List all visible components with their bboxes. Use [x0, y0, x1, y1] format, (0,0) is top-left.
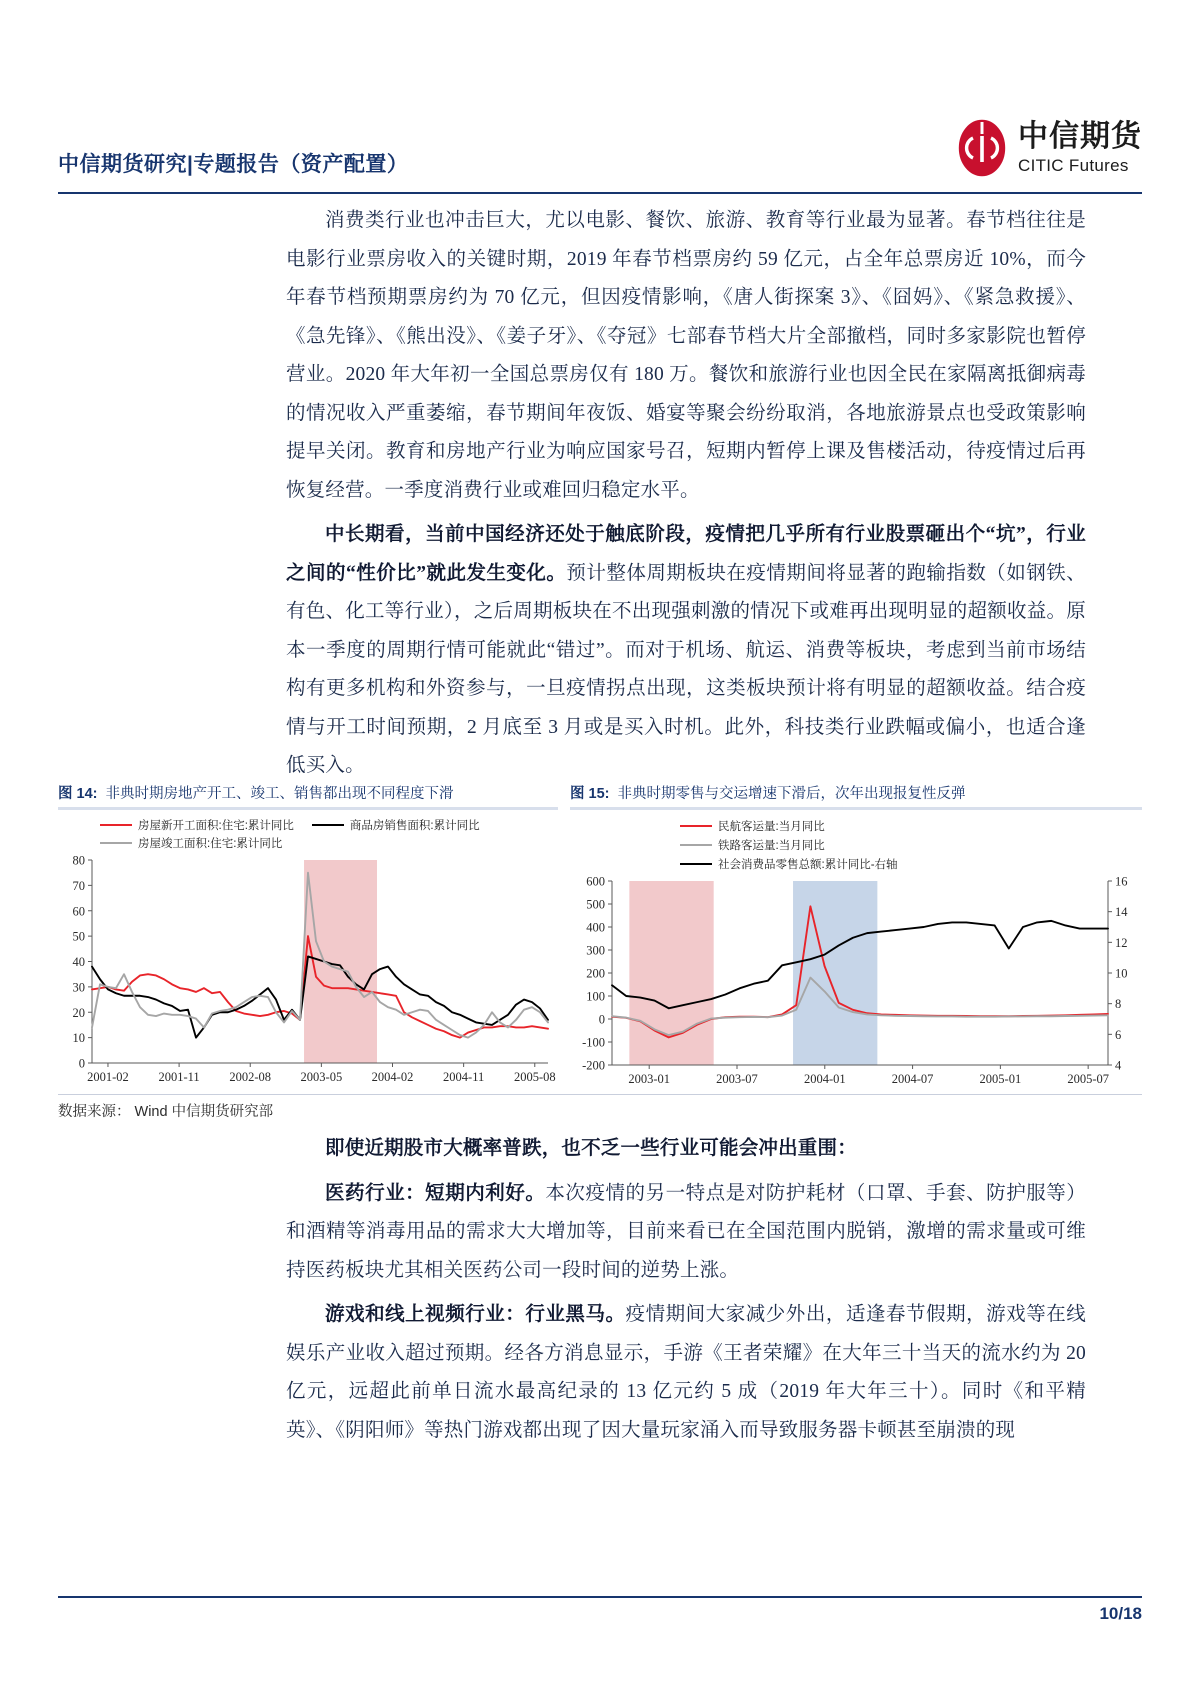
svg-text:40: 40 [72, 955, 85, 969]
logo-wordmark [1018, 122, 1142, 174]
legend-row-rail [680, 835, 1142, 854]
legend-label-sales: 商品房销售面积:累计同比 [349, 820, 480, 832]
svg-text:500: 500 [586, 897, 605, 912]
figure-14-legend [100, 816, 558, 852]
svg-text:8: 8 [1115, 997, 1122, 1012]
svg-text:50: 50 [72, 929, 85, 944]
figure-15-title [570, 782, 1142, 804]
figure-14-rule [58, 807, 558, 810]
legend-swatch-black-icon [680, 863, 712, 865]
citic-logo-icon [956, 118, 1008, 178]
svg-text:2004-02: 2004-02 [371, 1070, 414, 1084]
svg-text:2005-08: 2005-08 [513, 1070, 556, 1084]
legend-swatch-black-icon [312, 824, 344, 826]
svg-text:20: 20 [72, 1005, 85, 1020]
svg-text:300: 300 [586, 943, 605, 958]
svg-text:200: 200 [586, 966, 605, 981]
figure-14-plot [58, 852, 558, 1087]
figure-15-caption: 非典时期零售与交运增速下滑后，次年出现报复性反弹 [617, 786, 966, 802]
svg-text:2005-01: 2005-01 [979, 1072, 1022, 1086]
svg-text:30: 30 [72, 980, 85, 995]
paragraph-midterm-bold: 中长期看，当前中国经济还处于触底阶段，疫情把几乎所有行业股票砸出个“坑”，行业之间的“性价比”就此发生变化。 [286, 524, 1086, 584]
figure-15-number: 图 15: [570, 786, 610, 802]
legend-item-sales [312, 817, 480, 833]
citic-futures-logo [956, 118, 1142, 178]
svg-text:0: 0 [598, 1012, 605, 1027]
svg-text:4: 4 [1115, 1058, 1122, 1073]
svg-text:70: 70 [72, 878, 85, 893]
figure-15-plot [570, 873, 1142, 1089]
legend-row-retail [680, 854, 1142, 873]
legend-swatch-red-icon [680, 825, 712, 827]
paragraph-pharma-bold: 医药行业：短期内利好。 [325, 1182, 546, 1204]
legend-label-completion: 房屋竣工面积:住宅:累计同比 [138, 838, 283, 850]
paragraph-gaming [286, 1296, 1086, 1450]
svg-text:2004-11: 2004-11 [443, 1070, 485, 1084]
legend-swatch-gray-icon [100, 842, 132, 844]
legend-item-completion [100, 835, 282, 851]
svg-text:2003-07: 2003-07 [716, 1072, 758, 1086]
source-divider [58, 1094, 1142, 1095]
paragraph-midterm-rest: 预计整体周期板块在疫情期间将显著的跑输指数（如钢铁、有色、化工等行业），之后周期板块在不出现强刺激的情况下或难再出现明显的超额收益。原本一季度的周期行情可能就此“错过”。而对于机场、航运、消费等板块，考虑到当前市场结构有更多机构和外资参与，一旦疫情拐点出现，这类板块预计将有明显的超额收益。结合疫情与开工时间预期，2 月底至 3 月或是买入时机。此外，科技类行业跌幅或偏小，也适合逢低买入。 [286, 562, 1086, 776]
legend-row-1 [100, 816, 558, 834]
figure-15-legend [680, 816, 1142, 873]
svg-text:10: 10 [72, 1031, 85, 1046]
svg-text:2004-01: 2004-01 [803, 1072, 846, 1086]
legend-row-2 [100, 834, 558, 852]
main-text-lower [286, 1130, 1086, 1450]
legend-label-air: 民航客运量:当月同比 [718, 820, 825, 833]
figure-14 [58, 782, 558, 1100]
plot14-svg [58, 852, 558, 1087]
figure-15 [570, 782, 1142, 1100]
footer-divider [58, 1596, 1142, 1598]
paragraph-midterm-outlook [286, 516, 1086, 786]
svg-text:0: 0 [78, 1056, 85, 1071]
paragraph-gaming-rest: 疫情期间大家减少外出，适逢春节假期，游戏等在线娱乐产业收入超过预期。经各方消息显示，手游《王者荣耀》在大年三十当天的流水约为 20 亿元，远超此前单日流水最高纪录的 13 亿元约 5 成（2019 年大年三十）。同时《和平精英》、《阴阳师》等热门游戏都出现了因大量玩家涌入而导致服务器卡顿甚至崩溃的现 [286, 1304, 1086, 1441]
svg-text:2001-11: 2001-11 [158, 1070, 200, 1084]
svg-text:100: 100 [586, 989, 605, 1004]
svg-text:2005-07: 2005-07 [1067, 1072, 1109, 1086]
svg-text:2001-02: 2001-02 [87, 1070, 129, 1084]
legend-item-newstarts [100, 817, 294, 833]
legend-item-air [680, 818, 825, 834]
legend-label-newstarts: 房屋新开工面积:住宅:累计同比 [138, 820, 294, 832]
svg-text:-200: -200 [582, 1058, 605, 1073]
svg-text:2002-08: 2002-08 [229, 1070, 272, 1084]
paragraph-pharma-rest: 本次疫情的另一特点是对防护耗材（口罩、手套、防护服等）和酒精等消毒用品的需求大大增加等，目前来看已在全国范围内脱销，激增的需求量或可维持医药板块尤其相关医药公司一段时间的逆势上涨。 [286, 1182, 1086, 1281]
svg-text:80: 80 [72, 853, 85, 868]
figure-block [58, 782, 1142, 1102]
main-text-upper [286, 202, 1086, 786]
legend-item-rail [680, 837, 825, 853]
svg-text:2004-07: 2004-07 [891, 1072, 934, 1086]
figure-14-title [58, 782, 558, 804]
figure-source-label: 数据来源： Wind 中信期货研究部 [58, 1104, 274, 1120]
svg-text:12: 12 [1115, 935, 1128, 950]
figure-14-number: 图 14: [58, 786, 98, 802]
svg-text:600: 600 [586, 874, 605, 889]
svg-text:60: 60 [72, 904, 85, 919]
figure-14-body [58, 816, 558, 1087]
legend-label-retail: 社会消费品零售总额:累计同比-右轴 [718, 858, 898, 871]
svg-text:400: 400 [586, 920, 605, 935]
figure-15-body [570, 816, 1142, 1089]
page-header [58, 118, 1142, 190]
logo-text-en: CITIC Futures [1018, 156, 1129, 175]
header-divider [58, 192, 1142, 194]
figure-14-caption: 非典时期房地产开工、竣工、销售都出现不同程度下滑 [105, 786, 454, 802]
svg-text:16: 16 [1115, 874, 1128, 889]
plot15-svg [570, 873, 1142, 1089]
legend-row-air [680, 816, 1142, 835]
paragraph-breakout-lead [286, 1130, 1086, 1169]
svg-text:2003-01: 2003-01 [628, 1072, 671, 1086]
paragraph-consumer-impact: 消费类行业也冲击巨大，尤以电影、餐饮、旅游、教育等行业最为显著。春节档往往是电影行业票房收入的关键时期，2019 年春节档票房约 59 亿元，占全年总票房近 10%，而今年春节档预期票房约为 70 亿元，但因疫情影响，《唐人街探案 3》、《囧妈》、《紧急救援》、《急先锋》、《熊出没》、《姜子牙》、《夺冠》七部春节档大片全部撤档，同时多家影院也暂停营业。2020 年大年初一全国总票房仅有 180 万。餐饮和旅游行业也因全民在家隔离抵御病毒的情况收入严重萎缩，春节期间年夜饭、婚宴等聚会纷纷取消，各地旅游景点也受政策影响提早关闭。教育和房地产行业为响应国家号召，短期内暂停上课及售楼活动，待疫情过后再恢复经营。一季度消费行业或难回归稳定水平。 [286, 210, 1086, 501]
svg-text:2003-05: 2003-05 [300, 1070, 343, 1084]
logo-text-cn: 中信期货 [1018, 120, 1142, 153]
legend-swatch-red-icon [100, 824, 132, 826]
svg-text:10: 10 [1115, 966, 1128, 981]
paragraph-gaming-bold: 游戏和线上视频行业：行业黑马。 [325, 1304, 626, 1325]
paragraph-breakout-bold: 即使近期股市大概率普跌，也不乏一些行业可能会冲出重围： [325, 1138, 857, 1159]
legend-item-retail [680, 856, 898, 872]
svg-text:-100: -100 [582, 1035, 605, 1050]
svg-text:6: 6 [1115, 1027, 1122, 1042]
page-number: 10/18 [1099, 1604, 1142, 1623]
svg-text:14: 14 [1115, 905, 1128, 920]
report-header-title: 中信期货研究|专题报告（资产配置） [58, 153, 409, 176]
paragraph-pharma [286, 1175, 1086, 1291]
figure-15-rule [570, 807, 1142, 810]
legend-swatch-gray-icon [680, 844, 712, 846]
legend-label-rail: 铁路客运量:当月同比 [718, 839, 825, 852]
